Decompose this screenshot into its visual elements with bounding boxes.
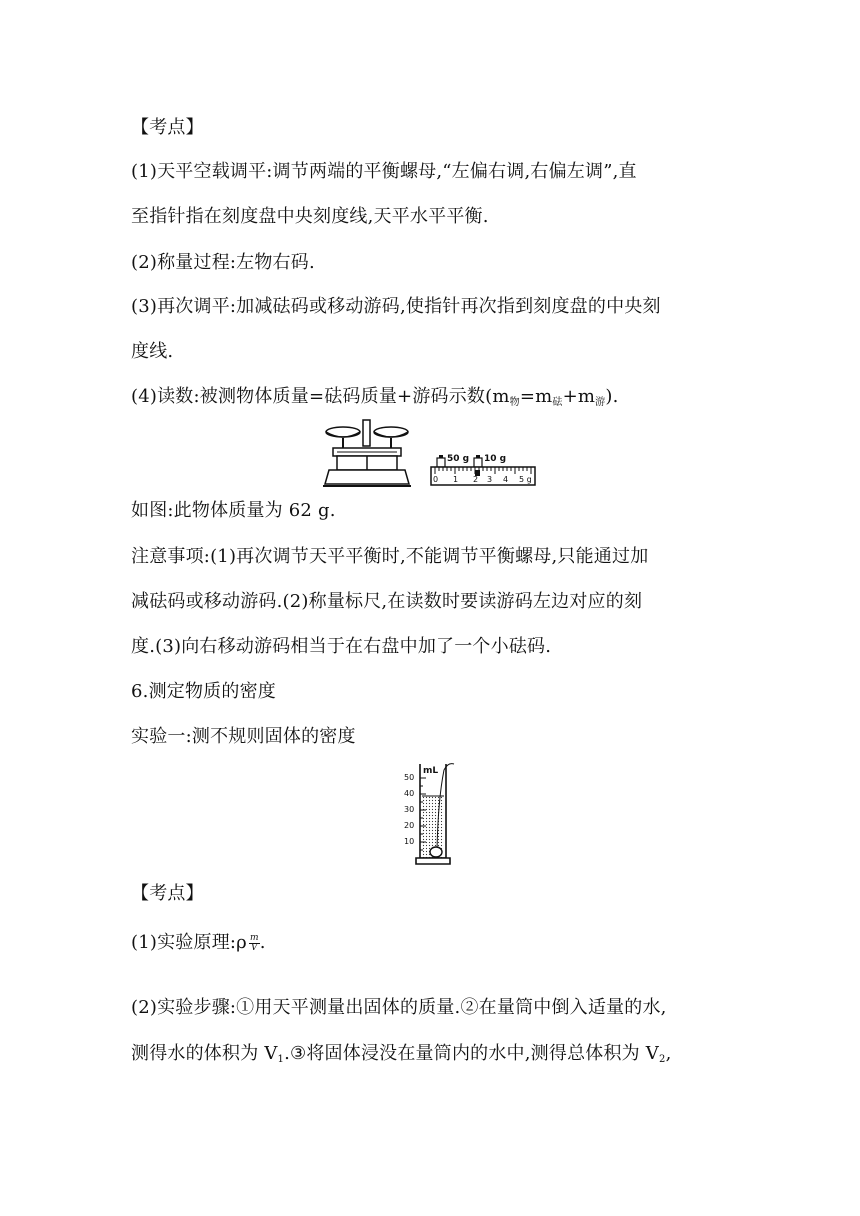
paragraph-3-line-2: 度线. — [131, 341, 174, 362]
note-line-2: 减砝码或移动游码.(2)称量标尺,在读数时要读游码左边对应的刻 — [131, 591, 643, 612]
cylinder-tick-10: 10 — [404, 837, 415, 846]
section-heading-2: 【考点】 — [131, 883, 204, 904]
p4-plus: +m — [562, 386, 596, 407]
principle-line — [131, 931, 266, 955]
p4-eq: =m — [519, 386, 553, 407]
steps-line-2-a: 测得水的体积为 V — [131, 1043, 278, 1064]
p4-prefix: (4)读数:被测物体质量=砝码质量+游码示数(m — [131, 386, 510, 407]
graduated-cylinder-figure — [404, 760, 464, 870]
steps-line-2-c: , — [665, 1043, 672, 1064]
p4-sub-rider: 游 — [595, 397, 606, 408]
steps-sub-1: 1 — [277, 1054, 285, 1065]
scale-tick-2: 2 — [473, 475, 479, 484]
paragraph-3-line-1: (3)再次调平:加减砝码或移动游码,使指针再次指到刻度盘的中央刻 — [131, 296, 661, 317]
p4-sub-weight: 砝 — [552, 397, 563, 408]
scale-tick-5: 5 g — [519, 475, 532, 484]
p4-sub-object: 物 — [509, 397, 520, 408]
fraction-numerator: m — [249, 932, 259, 943]
note-line-1: 注意事项:(1)再次调节天平平衡时,不能调节平衡螺母,只能通过加 — [131, 546, 649, 567]
section-title-6: 6.测定物质的密度 — [131, 681, 276, 702]
section-heading-1: 【考点】 — [131, 117, 204, 138]
cylinder-tick-20: 20 — [404, 821, 415, 830]
scale-tick-1: 1 — [453, 475, 459, 484]
balance-figure — [323, 418, 538, 490]
note-line-3: 度.(3)向右移动游码相当于在右盘中加了一个小砝码. — [131, 636, 552, 657]
paragraph-2: (2)称量过程:左物右码. — [131, 252, 315, 273]
scale-tick-0: 0 — [433, 475, 439, 484]
fraction-denominator: V — [250, 942, 258, 953]
principle-prefix: (1)实验原理:ρ — [131, 932, 247, 953]
steps-sub-2: 2 — [659, 1054, 666, 1065]
experiment-1-title: 实验一:测不规则固体的密度 — [131, 726, 356, 747]
density-fraction — [249, 934, 260, 953]
steps-line-2 — [131, 1042, 671, 1072]
weight-label-10g: 10 g — [484, 454, 507, 464]
scale-tick-4: 4 — [503, 475, 509, 484]
steps-line-2-b: .③将固体浸没在量筒内的水中,测得总体积为 V — [284, 1043, 659, 1064]
p4-suffix: ). — [605, 386, 619, 407]
scale-tick-3: 3 — [487, 475, 493, 484]
cylinder-tick-30: 30 — [404, 805, 415, 814]
cylinder-tick-40: 40 — [404, 789, 415, 798]
steps-line-1: (2)实验步骤:①用天平测量出固体的质量.②在量筒中倒入适量的水, — [131, 997, 667, 1018]
principle-suffix: . — [259, 932, 266, 953]
paragraph-1-line-2: 至指针指在刻度盘中央刻度线,天平水平平衡. — [131, 206, 489, 227]
example-reading: 如图:此物体质量为 62 g. — [131, 500, 336, 521]
cylinder-unit-label: mL — [423, 766, 439, 776]
paragraph-1-line-1: (1)天平空载调平:调节两端的平衡螺母,“左偏右调,右偏左调”,直 — [131, 161, 637, 182]
cylinder-tick-50: 50 — [404, 773, 415, 782]
weight-label-50g: 50 g — [447, 454, 470, 464]
paragraph-4 — [131, 385, 619, 415]
